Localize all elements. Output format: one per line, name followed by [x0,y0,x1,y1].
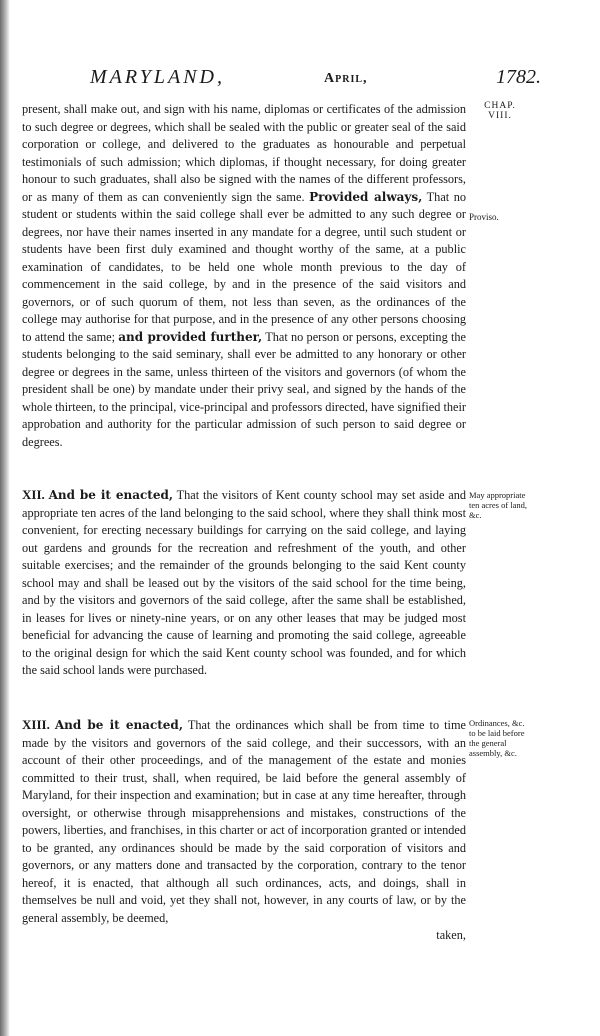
section-12 [22,486,466,680]
paragraph-degrees [22,101,466,451]
running-head-title: MARYLAND, [90,66,225,88]
blackletter-lead: And be it enacted, [48,488,174,502]
section-13 [22,716,466,945]
section-number: XIII. [22,717,50,732]
margin-note-section-13: Ordinances, &c. to be laid before the general assembly, &c. [469,718,525,758]
paragraph-text: present, shall make out, and sign with his name, diplomas or certificates of the admission to such degree or degrees, which shall be sealed with the public or greater seal of the said corporation or college, and delivered to the graduates as honourable and perpetual testimonials of such admission; which diplomas, if thought necessary, for doing greater honour to such graduates, shall also be signed with the names of the different professors, or as many of them as can conveniently sign the same. [22,102,466,204]
running-head-year: 1782. [496,66,541,88]
blackletter-lead: And be it enacted, [54,718,184,732]
section-number: XII. [22,487,45,502]
page-binding-shadow [0,0,10,1036]
chapter-label: CHAP. [484,101,516,111]
margin-note-proviso: Proviso. [469,212,499,222]
chapter-number: VIII. [488,111,512,121]
section-text: That the visitors of Kent county school may set aside and appropriate ten acres of the land belonging to the said school, where they shall think most convenient, for erecting necessary buildings for carrying on the said college, and laying out gardens and grounds for the recreation and refreshment of the youth, and other suitable exercises; and the remainder of the grounds belonging to the said Kent county school may and shall be leased out by the visitors of the said school for the time being, and by the visitors and governors of the said college, after the same shall be established, in leases for lives or ninety-nine years, or on any other leases that may be judged most beneficial for advancing the cause of learning and promoting the said college, agreeable to the original design for which the said Kent county school was founded, and for which the said school lands were purchased. [22,488,467,677]
catchword: taken, [436,928,466,942]
blackletter-lead: and provided further, [118,329,263,344]
blackletter-lead: Provided always, [309,189,423,204]
margin-note-section-12: May appropriate ten acres of land, &c. [469,490,528,520]
paragraph-text: That no student or students within the said college shall ever be admitted to any such degree or degrees, nor have their names inserted in any mandate for a degree, until such student or students have been first duly examined and thought worthy of the same, at a public examination of candidates, to be held one whole month previous to the day of commencement in the said college, by and in the presence of the said visitors and governors, or of such quorum of them, not less than seven, as the ordinances of the college may authorise for that purpose, and in the presence of any other persons choosing to attend the same; [22,189,467,344]
section-text: That the ordinances which shall be from time to time made by the visitors and governors of the said college, and their successors, with an account of their other proceedings, and of the management of the estate and monies committed to their trust, shall, when required, be laid before the general assembly of Maryland, for their inspection and examination; but in case at any time hereafter, through oversight, or otherwise through misapprehensions and mistakes, constructions of the powers, liberties, and franchises, in this charter or act of incorporation granted or intended to be granted, any ordinances should be made by the said corporation of visitors and governors, or any matters done and transacted by the corporation, contrary to the tenor hereof, it is enacted, that although all such ordinances, acts, and doings, shall in themselves be null and void, yet they shall not, however, in any courts of law, or by the general assembly, be deemed, [22,718,466,925]
chapter-marker [478,101,522,121]
running-head-month: April, [324,71,368,86]
paragraph-text: That no person or persons, excepting the students belonging to the said seminary, shall ever be admitted to any honorary or other degree or degrees in the same, unless thirteen of the visitors and governors (of whom the president shall be one) by mandate under their privy seal, and signed by the hands of the whole thirteen, to the principal, vice-principal and professors directed, have signified their approbation and authority for the particular admission of such person to said degree or degrees. [22,329,466,449]
